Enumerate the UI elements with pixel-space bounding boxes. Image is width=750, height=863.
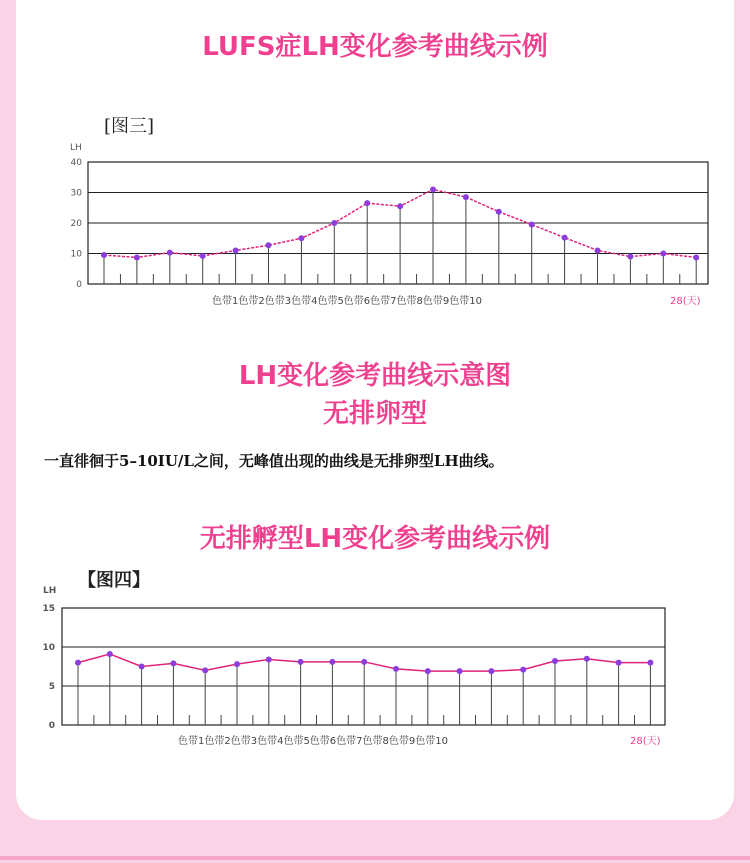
plot-frame	[62, 608, 665, 725]
y-tick-label: 15	[42, 604, 55, 614]
data-point	[329, 659, 335, 665]
y-axis-title: LH	[43, 586, 57, 596]
y-tick-label: 0	[76, 280, 82, 290]
data-point	[202, 667, 208, 673]
y-tick-label: 40	[70, 158, 82, 168]
data-point	[616, 660, 622, 666]
data-point	[647, 660, 653, 666]
y-tick-label: 5	[48, 682, 55, 692]
x-end-label: 28(天)	[670, 296, 701, 307]
data-point	[584, 656, 590, 662]
data-point	[552, 658, 558, 664]
y-tick-label: 0	[48, 721, 55, 731]
data-point	[298, 659, 304, 665]
data-point	[234, 661, 240, 667]
data-point	[520, 667, 526, 673]
y-tick-label: 20	[70, 219, 82, 229]
data-point	[457, 668, 463, 674]
data-point	[361, 659, 367, 665]
data-point	[488, 668, 494, 674]
main-title: LUFS症LH变化参考曲线示例	[202, 32, 548, 62]
y-tick-label: 10	[42, 643, 55, 653]
description-note: 一直徘徊于5–10IU/L之间，无峰值出现的曲线是无排卵型LH曲线。	[44, 452, 504, 470]
anovulatory-subtitle: 无排卵型	[322, 399, 427, 429]
diagram-title: LH变化参考曲线示意图	[238, 361, 512, 391]
anovulatory-title: 无排孵型LH变化参考曲线示例	[199, 524, 551, 554]
data-point	[393, 666, 399, 672]
data-point	[139, 664, 145, 670]
y-tick-label: 30	[70, 188, 82, 199]
data-point	[170, 660, 176, 666]
data-point	[75, 660, 81, 666]
y-axis-title: LH	[70, 143, 82, 153]
y-tick-label: 10	[70, 249, 82, 260]
x-axis-labels: 色带1色带2色带3色带4色带5色带6色带7色带8色带9色带10	[178, 736, 448, 747]
data-point	[425, 668, 431, 674]
figure-4-label: 【图四】	[78, 570, 150, 591]
data-point	[107, 651, 113, 657]
figure-3-label: [图三]	[104, 116, 155, 137]
data-point	[266, 656, 272, 662]
x-axis-labels: 色带1色带2色带3色带4色带5色带6色带7色带8色带9色带10	[212, 296, 482, 307]
x-end-label: 28(天)	[630, 736, 661, 747]
